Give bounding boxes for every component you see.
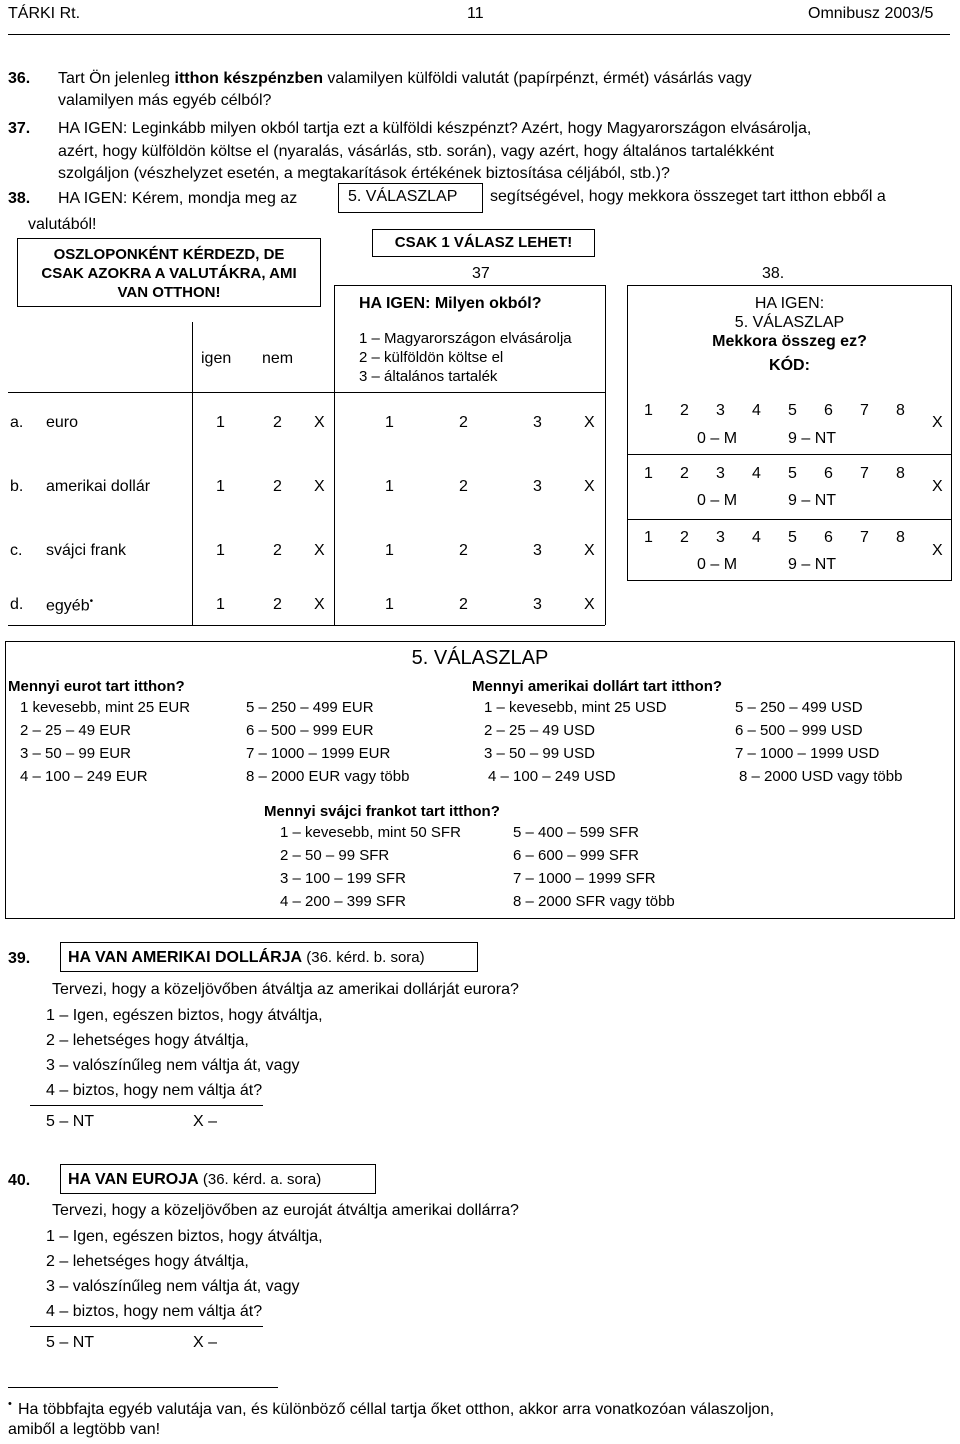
yn-code[interactable]: 1 [216,596,225,613]
q39-option-nt[interactable]: 5 – NT [46,1113,95,1130]
row-letter: a. [10,414,24,431]
amount-code[interactable]: 4 [752,402,761,419]
card-eur-option: 8 – 2000 EUR vagy több [246,768,410,785]
amount-code[interactable]: X [932,414,943,431]
amount-code[interactable]: 0 [697,492,706,509]
table-top-line-37 [334,285,605,286]
card-chf-option: 4 – 200 – 399 SFR [280,893,406,910]
q39-rule [30,1105,263,1106]
card-usd-option: 3 – 50 – 99 USD [484,745,595,762]
answer-card-title: 5. VÁLASZLAP [411,647,549,669]
footnote-line1: Ha többfajta egyéb valutája van, és különböző céllal tartja őket otthon, akkor arra vonatkozóan válaszoljon, [18,1401,775,1418]
yn-code[interactable]: 1 [216,414,225,431]
col37-option-1: 1 – Magyarországon elvásárolja [359,330,572,347]
col38-line1: HA IGEN: [754,295,825,312]
card-chf-option: 3 – 100 – 199 SFR [280,870,406,887]
amount-code[interactable]: 7 [860,465,869,482]
amount-code: 9 – NT [788,556,837,573]
q38-number: 38. [8,190,31,207]
yn-code[interactable]: X [314,478,325,495]
reason-code[interactable]: 1 [385,414,394,431]
col37-option-2: 2 – külföldön költse el [359,349,504,366]
q39-filter-label: HA VAN AMERIKAI DOLLÁRJA (36. kérd. b. sora) [68,949,425,966]
yn-code[interactable]: 2 [273,542,282,559]
amount-code[interactable]: 5 [788,529,797,546]
q39-option-x[interactable]: X – [193,1113,218,1130]
amount-code: 9 – NT [788,492,837,509]
q39-option[interactable]: 4 – biztos, hogy nem váltja át? [46,1082,263,1099]
q36-number: 36. [8,70,31,87]
amount-code[interactable]: 4 [752,529,761,546]
reason-code[interactable]: 3 [533,478,542,495]
yn-code[interactable]: 2 [273,478,282,495]
card-usd-option: 2 – 25 – 49 USD [484,722,595,739]
amount-code[interactable]: 7 [860,402,869,419]
card-eur-question: Mennyi eurot tart itthon? [8,678,185,695]
card-usd-option: 7 – 1000 – 1999 USD [735,745,880,762]
q39-option[interactable]: 1 – Igen, egészen biztos, hogy átváltja, [46,1007,323,1024]
q40-option[interactable]: 1 – Igen, egészen biztos, hogy átváltja, [46,1228,323,1245]
col37-title: HA IGEN: Milyen okból? [359,295,542,312]
col37-number: 37 [472,265,490,282]
q40-filter-label: HA VAN EUROJA (36. kérd. a. sora) [68,1171,322,1188]
q40-number: 40. [8,1172,31,1189]
card-eur-option: 7 – 1000 – 1999 EUR [246,745,391,762]
amount-code[interactable]: 8 [896,529,905,546]
footnote-rule [8,1387,278,1388]
amount-code[interactable]: 7 [860,529,869,546]
card-chf-option: 1 – kevesebb, mint 50 SFR [280,824,461,841]
card-eur-option: 5 – 250 – 499 EUR [246,699,374,716]
reason-code[interactable]: X [584,414,595,431]
q39-option[interactable]: 3 – valószínűleg nem váltja át, vagy [46,1057,300,1074]
reason-code[interactable]: 2 [459,596,468,613]
yn-code[interactable]: X [314,414,325,431]
header-rule [8,34,950,35]
instruction-line3: VAN OTTHON! [117,284,221,301]
reason-code[interactable]: 3 [533,596,542,613]
reason-code[interactable]: 1 [385,478,394,495]
table-header-rule [8,392,605,393]
q40-option-x[interactable]: X – [193,1334,218,1351]
yn-code[interactable]: 2 [273,596,282,613]
card-eur-option: 4 – 100 – 249 EUR [20,768,148,785]
q37-line2: azért, hogy külföldön költse el (nyaralás, vásárlás, stb. során), vagy azért, hogy általános tartalékként [58,143,774,160]
yn-code[interactable]: 1 [216,542,225,559]
amount-row-divider-1 [627,454,952,455]
amount-code[interactable]: 6 [824,529,833,546]
card-usd-option: 4 – 100 – 249 USD [488,768,616,785]
col38-number: 38. [762,265,785,282]
yn-code[interactable]: X [314,542,325,559]
q38-text-pre: HA IGEN: Kérem, mondja meg az [58,190,298,207]
amount-code[interactable]: NT [814,492,837,509]
amount-code[interactable]: M [723,430,738,447]
card-chf-option: 8 – 2000 SFR vagy több [513,893,675,910]
q38-text-post: segítségével, hogy mekkora összeget tart itthon ebből a [490,188,886,205]
amount-code[interactable]: 6 [824,402,833,419]
reason-code[interactable]: X [584,478,595,495]
card-usd-option: 5 – 250 – 499 USD [735,699,863,716]
table-vline-yn-left [192,322,193,625]
reason-code[interactable]: 1 [385,596,394,613]
card-chf-option: 7 – 1000 – 1999 SFR [513,870,656,887]
reason-code[interactable]: 1 [385,542,394,559]
amount-code[interactable]: 6 [824,465,833,482]
card-usd-option: 1 – kevesebb, mint 25 USD [484,699,667,716]
amount-code[interactable]: 2 [680,402,689,419]
card-usd-option: 8 – 2000 USD vagy több [739,768,903,785]
footnote-mark: • [89,596,94,607]
q40-option[interactable]: 2 – lehetséges hogy átváltja, [46,1253,249,1270]
q40-option[interactable]: 4 – biztos, hogy nem váltja át? [46,1303,263,1320]
amount-code[interactable]: X [932,478,943,495]
page-number: 11 [467,5,484,22]
col38-line2: 5. VÁLASZLAP [734,314,845,331]
amount-code[interactable]: 9 [788,556,797,573]
amount-code[interactable]: 3 [716,402,725,419]
card-eur-option: 6 – 500 – 999 EUR [246,722,374,739]
card-chf-option: 6 – 600 – 999 SFR [513,847,639,864]
q38-text-line2: valutából! [28,216,97,233]
amount-code: 9 – NT [788,430,837,447]
amount-code[interactable]: M [723,492,738,509]
amount-code[interactable]: 0 [697,430,706,447]
amount-code[interactable]: 9 [788,430,797,447]
q36-text-line2: valamilyen más egyéb célból? [58,92,272,109]
reason-code[interactable]: 3 [533,542,542,559]
card-eur-option: 1 kevesebb, mint 25 EUR [20,699,191,716]
footnote-line2: amiből a legtöbb van! [8,1421,161,1438]
q40-rule [30,1326,263,1327]
q40-option-nt[interactable]: 5 – NT [46,1334,95,1351]
card-chf-option: 5 – 400 – 599 SFR [513,824,639,841]
q39-number: 39. [8,950,31,967]
amount-code: 0 – M [697,430,738,447]
amount-code: 0 – M [697,556,738,573]
col-nem-header: nem [262,350,294,367]
header-org: TÁRKI Rt. [8,5,81,22]
instruction-line1: OSZLOPONKÉNT KÉRDEZD, DE [53,246,285,263]
q40-question: Tervezi, hogy a közeljövőben az euroját átváltja amerikai dollárra? [52,1202,519,1219]
amount-code[interactable]: NT [814,430,837,447]
table-vline-yn-right [334,285,335,625]
row-label: amerikai dollár [46,478,151,495]
amount-row-divider-2 [627,519,952,520]
reason-code[interactable]: 2 [459,542,468,559]
row-label: svájci frank [46,542,127,559]
amount-code[interactable]: 0 [697,556,706,573]
col37-option-3: 3 – általános tartalék [359,368,498,385]
q40-option[interactable]: 3 – valószínűleg nem váltja át, vagy [46,1278,300,1295]
row-letter: d. [10,596,24,613]
amount-code[interactable]: X [932,542,943,559]
q37-number: 37. [8,120,31,137]
table-bottom-rule [8,625,605,626]
reason-code[interactable]: X [584,542,595,559]
amount-code[interactable]: M [723,556,738,573]
amount-code[interactable]: 3 [716,529,725,546]
amount-code[interactable]: 9 [788,492,797,509]
amount-code[interactable]: 1 [644,529,653,546]
header-survey: Omnibusz 2003/5 [808,5,934,22]
yn-code[interactable]: 2 [273,414,282,431]
col-igen-header: igen [201,350,232,367]
reason-code[interactable]: 2 [459,414,468,431]
amount-code[interactable]: 8 [896,402,905,419]
card-eur-option: 3 – 50 – 99 EUR [20,745,131,762]
q38-card-label: 5. VÁLASZLAP [348,188,458,205]
yn-code[interactable]: 1 [216,478,225,495]
card-usd-option: 6 – 500 – 999 USD [735,722,863,739]
amount-code[interactable]: 2 [680,529,689,546]
yn-code[interactable]: X [314,596,325,613]
row-letter: c. [10,542,23,559]
q39-option[interactable]: 2 – lehetséges hogy átváltja, [46,1032,249,1049]
q37-line3: szolgáljon (vészhelyzet esetén, a megtakarítások értékének biztosítása céljából, stb.)? [58,165,670,182]
col38-line3: Mekkora összeg ez? [712,333,867,350]
row-label: euro [46,414,79,431]
reason-code[interactable]: 2 [459,478,468,495]
reason-code[interactable]: 3 [533,414,542,431]
q37-line1: HA IGEN: Leginkább milyen okból tartja ezt a külföldi készpénzt? Azért, hogy Magyarországon elvásárolja, [58,120,812,137]
instruction-line2: CSAK AZOKRA A VALUTÁKRA, AMI [41,265,297,282]
q36-text: Tart Ön jelenleg itthon készpénzben valamilyen külföldi valutát (papírpénzt, érmét) vásárlás vagy [58,70,752,87]
amount-code[interactable]: 5 [788,465,797,482]
table-vline-37-right [605,285,606,625]
row-letter: b. [10,478,24,495]
amount-code[interactable]: 3 [716,465,725,482]
amount-code[interactable]: 4 [752,465,761,482]
amount-code[interactable]: 1 [644,402,653,419]
card-usd-question: Mennyi amerikai dollárt tart itthon? [472,678,723,695]
q39-question: Tervezi, hogy a közeljövőben átváltja az amerikai dollárját eurora? [52,981,519,998]
amount-code[interactable]: 8 [896,465,905,482]
reason-code[interactable]: X [584,596,595,613]
amount-code: 0 – M [697,492,738,509]
card-eur-option: 2 – 25 – 49 EUR [20,722,131,739]
amount-code[interactable]: 1 [644,465,653,482]
amount-code[interactable]: 5 [788,402,797,419]
card-chf-question: Mennyi svájci frankot tart itthon? [264,803,500,820]
single-answer-label: CSAK 1 VÁLASZ LEHET! [394,234,573,251]
row-label: egyéb• [46,596,94,615]
card-chf-option: 2 – 50 – 99 SFR [280,847,390,864]
col38-line4: KÓD: [769,357,810,374]
amount-code[interactable]: 2 [680,465,689,482]
amount-code[interactable]: NT [814,556,837,573]
footnote-mark: • [8,1398,12,1410]
